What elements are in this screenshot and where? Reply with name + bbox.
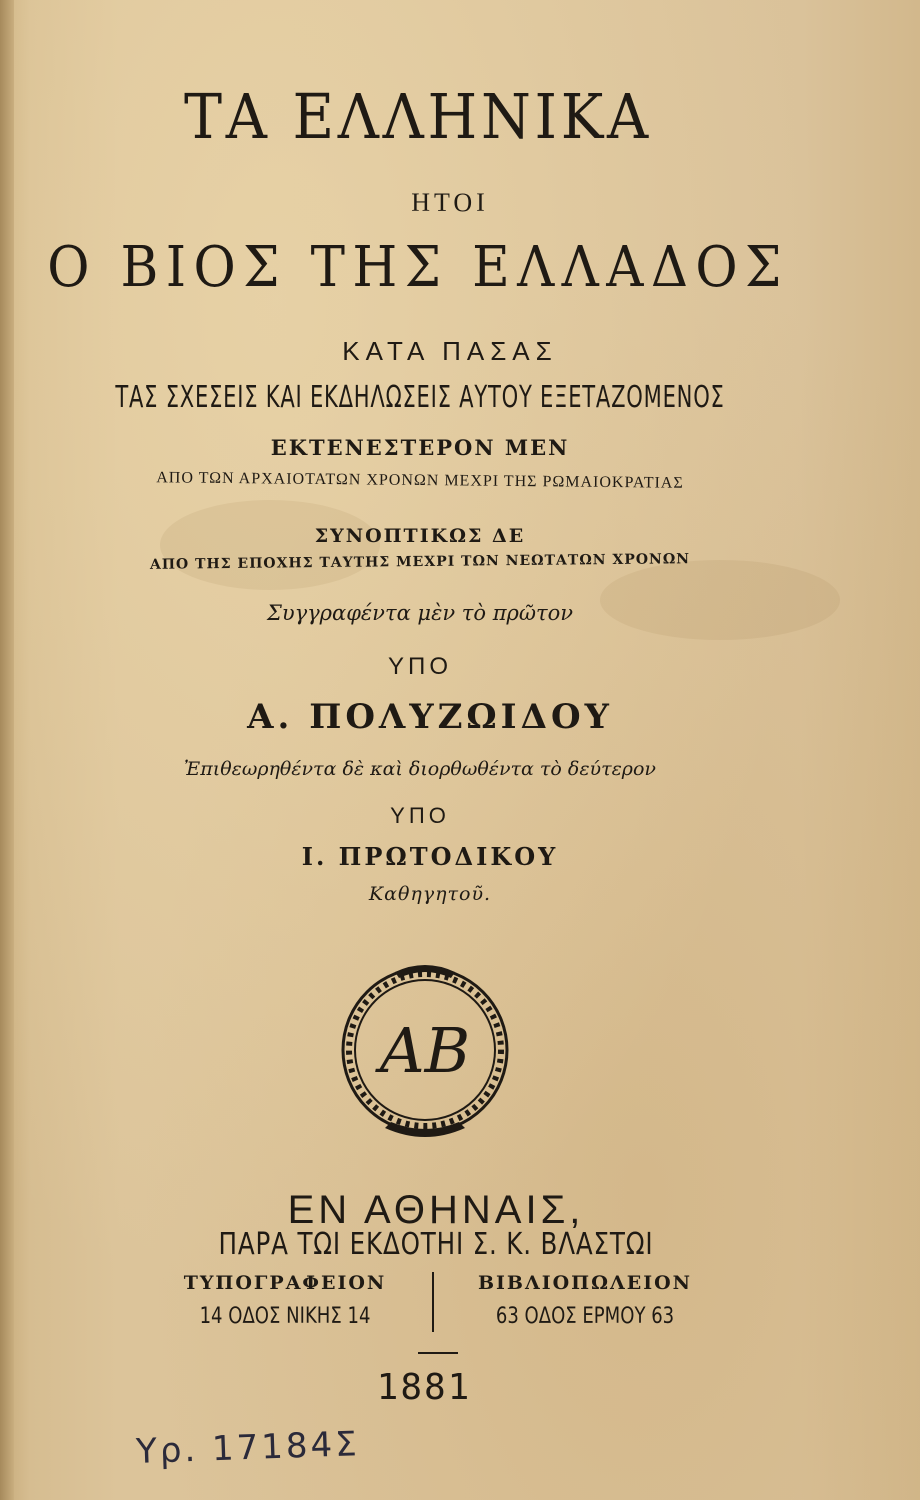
bookshop-address: 63 ΟΔΟΣ ΕΡΜΟΥ 63 <box>495 1304 675 1329</box>
by-label: ΥΠΟ <box>390 803 450 828</box>
handwritten-shelfmark: Υρ. 17184Σ <box>135 1424 361 1472</box>
year-rule <box>418 1352 458 1354</box>
authorship-line-revised: Ἐπιθεωρηθέντα δὲ καὶ διορθωθέντα τὸ δεύτερον <box>184 758 656 780</box>
book-subtitle: Ο ΒΙΟΣ ΤΗΣ ΕΛΛΑΔΟΣ <box>47 235 789 300</box>
title-connector: ΗΤΟΙ <box>411 188 489 217</box>
section-description-modern: ΑΠΟ ΤΗΣ ΕΠΟΧΗΣ ΤΑΥΤΗΣ ΜΕΧΡΙ ΤΩΝ ΝΕΩΤΑΤΩΝ ΧΡΟΝΩΝ <box>149 551 691 573</box>
imprint-divider <box>432 1272 434 1332</box>
by-label: ΥΠΟ <box>387 653 452 680</box>
author-name: Α. ΠΟΛΥΖΩΙΔΟΥ <box>247 697 613 737</box>
printing-house-label: ΤΥΠΟΓΡΑΦΕΙΟΝ <box>183 1272 387 1294</box>
page-spine <box>0 0 14 1500</box>
reviser-name: Ι. ΠΡΩΤΟΔΙΚΟΥ <box>301 842 559 871</box>
subtitle-line-scheseis: ΤΑΣ ΣΧΕΣΕΙΣ ΚΑΙ ΕΚΔΗΛΩΣΕΙΣ ΑΥΤΟΥ ΕΞΕΤΑΖΟΜΕΝΟΣ <box>115 380 725 415</box>
reviser-role: Καθηγητοῦ. <box>368 883 492 905</box>
section-heading-synoptikos: ΣΥΝΟΠΤΙΚΩΣ ΔΕ <box>314 525 526 547</box>
imprint-addresses <box>140 1272 740 1338</box>
bookshop <box>440 1272 730 1329</box>
subtitle-line-kata: ΚΑΤΑ ΠΑΣΑΣ <box>342 336 558 366</box>
printing-house-address: 14 ΟΔΟΣ ΝΙΚΗΣ 14 <box>199 1304 371 1329</box>
section-heading-ektenesteron: ΕΚΤΕΝΕΣΤΕΡΟΝ ΜΕΝ <box>270 435 570 460</box>
imprint-city: ΕΝ ΑΘΗΝΑΙΣ, <box>287 1188 585 1232</box>
imprint-publisher: ΠΑΡΑ ΤΩΙ ΕΚΔΟΤΗΙ Σ. Κ. ΒΛΑΣΤΩΙ <box>218 1227 654 1262</box>
section-description-ancient: ΑΠΟ ΤΩΝ ΑΡΧΑΙΟΤΑΤΩΝ ΧΡΟΝΩΝ ΜΕΧΡΙ ΤΗΣ ΡΩΜΑΙΟΚΡΑΤΙΑΣ <box>156 469 684 492</box>
paper-stain <box>600 560 840 640</box>
authorship-line-written: Συγγραφέντα μὲν τὸ πρῶτον <box>266 601 574 625</box>
publisher-emblem <box>325 950 525 1150</box>
printing-house <box>140 1272 430 1329</box>
book-title: ΤΑ ΕΛΛΗΝΙΚΑ <box>184 80 652 153</box>
emblem-monogram: ΑΒ <box>379 1014 471 1087</box>
bookshop-label: ΒΙΒΛΙΟΠΩΛΕΙΟΝ <box>477 1272 693 1294</box>
publication-year: 1881 <box>376 1367 472 1408</box>
